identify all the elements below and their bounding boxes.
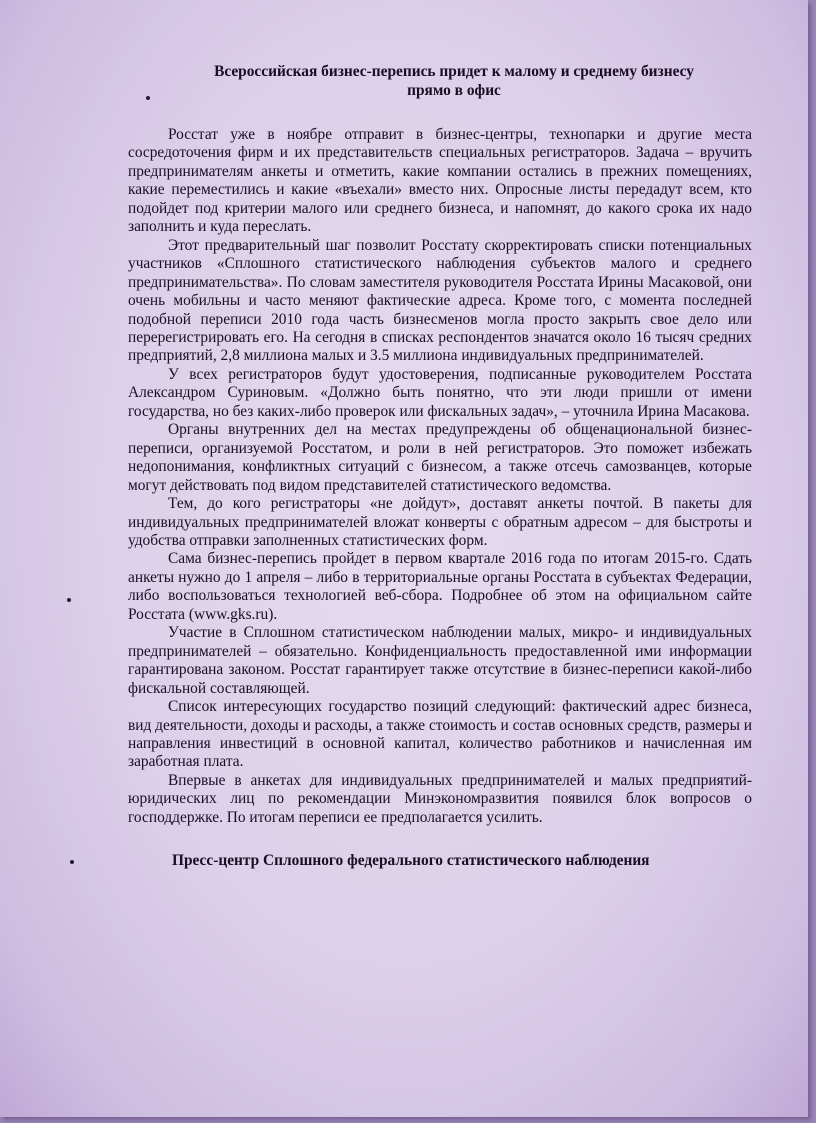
paragraph: Органы внутренних дел на местах предупреждены об общенациональной бизнес-переписи, организуемой Росстатом, и роли в ней регистраторов. Это поможет избежать недопонимания, конфликтных ситуаций с бизнесом, а также отсечь самозванцев, которые могут действовать под видом представителей статистического ведомства. <box>128 421 752 494</box>
paragraph: Этот предварительный шаг позволит Росстату скорректировать списки потенциальных участников «Сплошного статистического наблюдения субъектов малого и среднего предпринимательства». По словам заместителя руководителя Росстата Ирины Масаковой, они очень мобильны и часто меняют фактические адреса. Кроме того, с момента последней подобной переписи 2010 года часть бизнесменов могла просто закрыть свое дело или перерегистрировать его. На сегодня в списках респондентов значатся около 16 тысяч средних предприятий, 2,8 миллиона малых и 3.5 миллиона индивидуальных предпринимателей. <box>128 236 752 365</box>
press-center-signature: Пресс-центр Сплошного федерального статистического наблюдения <box>172 852 650 870</box>
paragraph: Участие в Сплошном статистическом наблюдении малых, микро- и индивидуальных предпринимателей – обязательно. Конфиденциальность предоставленной ими информации гарантирована законом. Росстат гарантирует также отсутствие в бизнес-переписи какой-либо фискальной составляющей. <box>128 624 752 697</box>
paragraph: Список интересующих государство позиций следующий: фактический адрес бизнеса, вид деятельности, доходы и расходы, а также стоимость и состав основных средств, размеры и направления инвестиций в основной капитал, количество работников и начисленная им заработная плата. <box>128 698 753 771</box>
document-title <box>128 62 752 100</box>
speck-mark <box>67 598 71 602</box>
paragraph: Сама бизнес-перепись пройдет в первом квартале 2016 года по итогам 2015-го. Сдать анкеты нужно до 1 апреля – либо в территориальные органы Росстата в субъектах Федерации, либо воспользоваться технологией веб-сбора. Подробнее об этом на официальном сайте Росстата (www.gks.ru). <box>128 550 752 623</box>
paragraph: Впервые в анкетах для индивидуальных предпринимателей и малых предприятий-юридических лиц по рекомендации Минэкономразвития появился блок вопросов о господдержке. По итогам переписи ее предполагается усилить. <box>128 771 752 826</box>
article-text <box>128 126 752 827</box>
paragraph: Росстат уже в ноябре отправит в бизнес-центры, технопарки и другие места сосредоточения фирм и их представительств специальных регистраторов. Задача – вручить предпринимателям анкеты и отметить, какие компании остались в прежних помещениях, какие переместились и какие «въехали» вместо них. Опросные листы передадут всем, кто подойдет под критерии малого или среднего бизнеса, и напомнят, до какого срока их надо заполнить и куда переслать. <box>128 126 752 236</box>
paragraph: У всех регистраторов будут удостоверения, подписанные руководителем Росстата Александром Суриновым. «Должно быть понятно, что эти люди пришли от имени государства, но без каких-либо проверок или фискальных задач», – уточнила Ирина Масакова. <box>128 365 752 420</box>
title-line-2: прямо в офис <box>407 82 501 99</box>
speck-mark <box>70 860 74 864</box>
paragraph: Тем, до кого регистраторы «не дойдут», доставят анкеты почтой. В пакеты для индивидуальных предпринимателей вложат конверты с обратным адресом – для быстроты и удобства отправки заполненных статистических форм. <box>128 495 752 549</box>
title-line-1: Всероссийская бизнес-перепись придет к малому и среднему бизнесу <box>214 63 694 80</box>
document-body <box>128 62 752 871</box>
